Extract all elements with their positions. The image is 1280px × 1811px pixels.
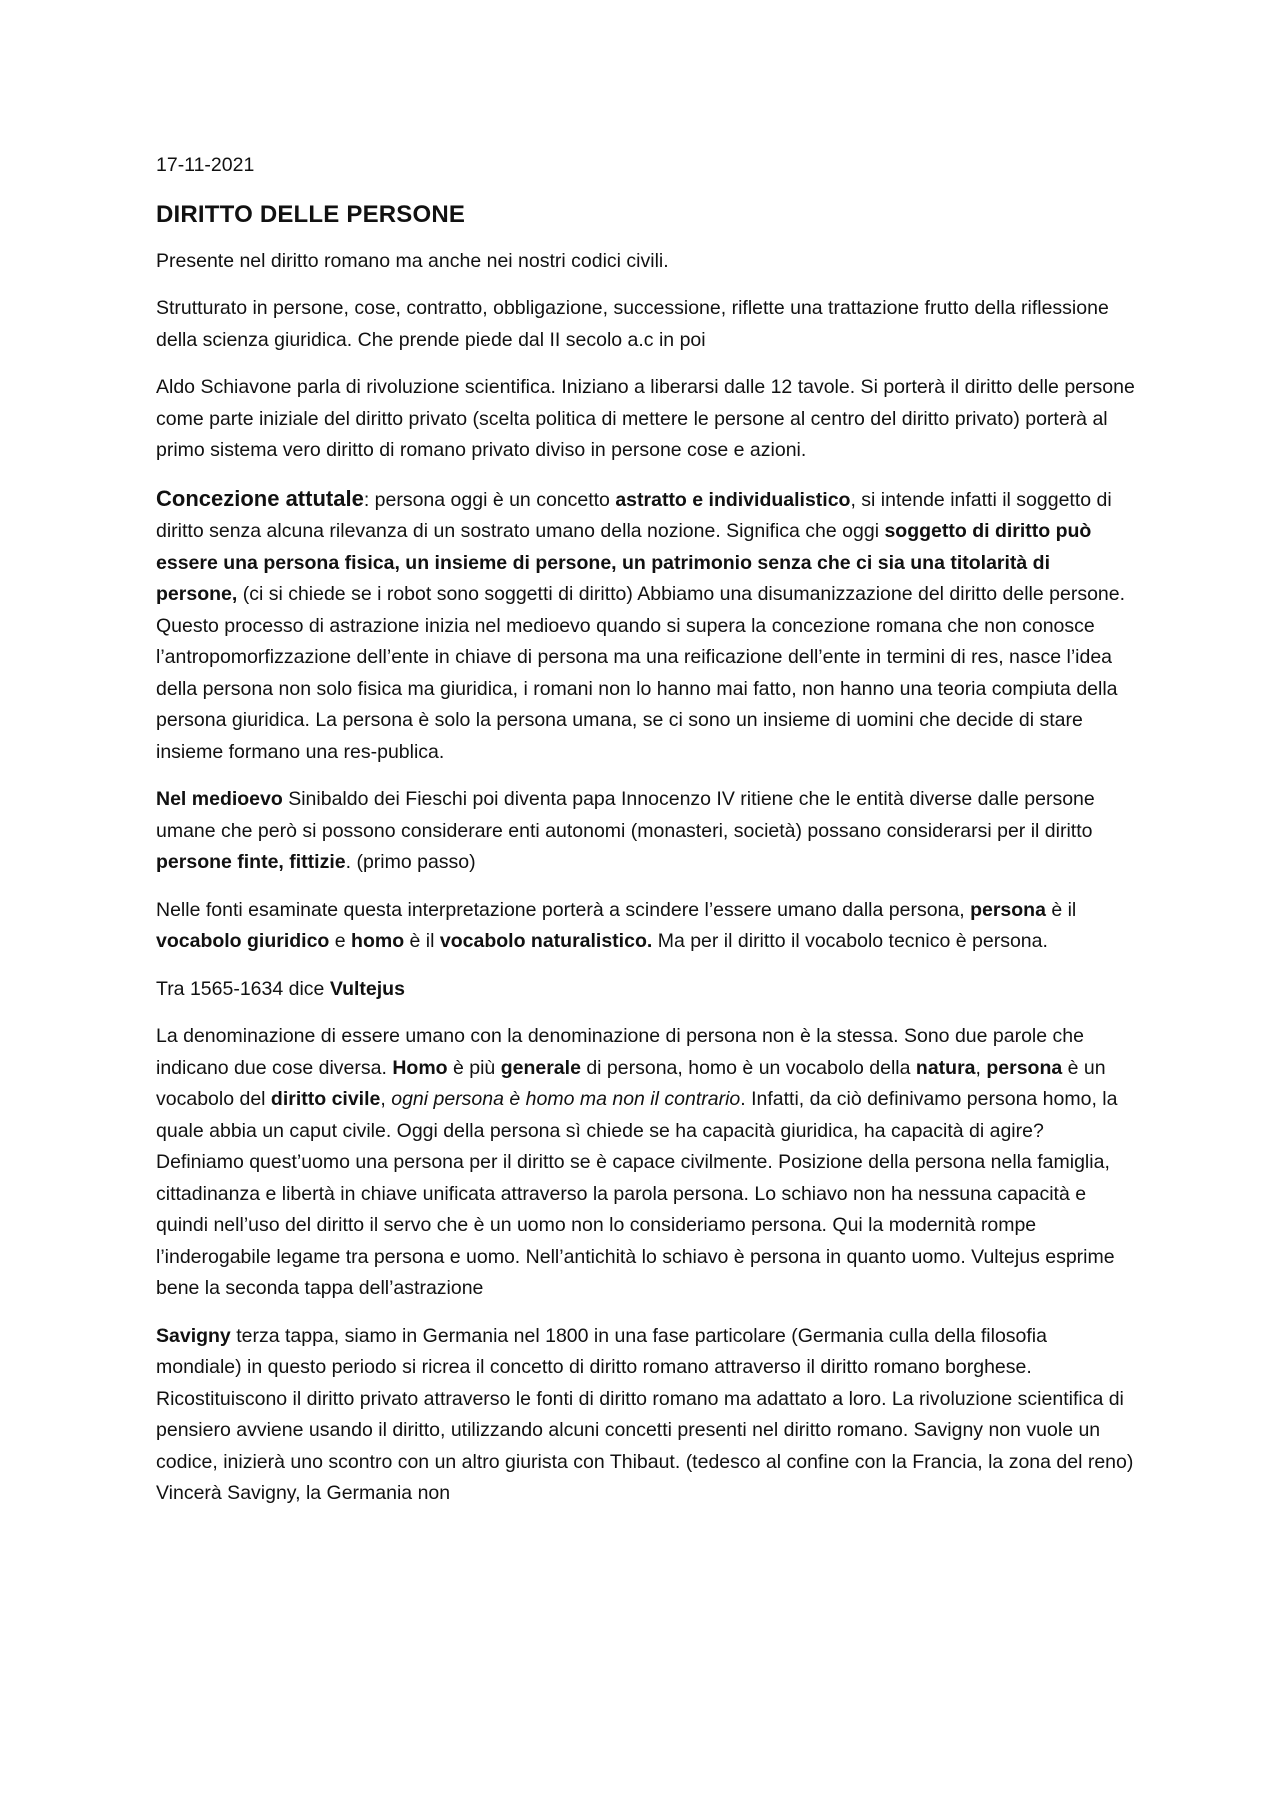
paragraph bbox=[156, 974, 1136, 1006]
text-run: (ci si chiede se i robot sono soggetti di diritto) Abbiamo una disumanizzazione del diritto delle persone. Questo processo di astrazione inizia nel medioevo quando si supera la concezione romana che non conosce l’antropomorfizzazione dell’ente in chiave di persona ma una reificazione dell’ente in termini di res, nasce l’idea della persona non solo fisica ma giuridica, i romani non lo hanno mai fatto, non hanno una teoria compiuta della persona giuridica. La persona è solo la persona umana, se ci sono un insieme di uomini che decide di stare insieme formano una res-publica. bbox=[156, 583, 1126, 763]
text-run: , si intende infatti il soggetto di diritto senza alcuna rilevanza di un sostrato umano della nozione. Significa che oggi bbox=[156, 488, 1112, 542]
text-run: diritto civile bbox=[270, 1088, 381, 1110]
text-run: Sinibaldo dei Fieschi poi diventa papa Innocenzo IV ritiene che le entità diverse dalle persone umane che però si possono considerare enti autonomi (monasteri, società) possano considerarsi per il diritto bbox=[156, 788, 1095, 842]
text-run: . (primo passo) bbox=[345, 851, 476, 873]
document-page bbox=[156, 150, 1136, 1526]
text-run: terza tappa, siamo in Germania nel 1800 in una fase particolare (Germania culla della filosofia mondiale) in questo periodo si ricrea il concetto di diritto romano attraverso il diritto romano borghese. Ricostituiscono il diritto privato attraverso le fonti di diritto romano ma adattato a loro. La rivoluzione scientifica di pensiero avviene usando il diritto, utilizzando alcuni concetti presenti nel diritto romano. Savigny non vuole un codice, inizierà uno scontro con un altro giurista con Thibaut. (tedesco al confine con la Francia, la zona del reno) Vincerà Savigny, la Germania non bbox=[156, 1324, 1134, 1504]
text-run: generale bbox=[500, 1056, 581, 1079]
text-run: è più bbox=[447, 1056, 501, 1079]
text-run: Tra 1565-1634 dice bbox=[156, 977, 330, 1000]
text-run: Nelle fonti esaminate questa interpretazione porterà a scindere l’essere umano dalla persona, bbox=[156, 898, 971, 921]
text-run: La denominazione di essere umano con la denominazione di persona non è la stessa. Sono due parole che indicano due cose diversa. bbox=[156, 1025, 1084, 1079]
text-run: natura bbox=[915, 1056, 976, 1079]
document-title: DIRITTO DELLE PERSONE bbox=[156, 200, 466, 228]
text-run: homo bbox=[351, 930, 405, 952]
text-run: Presente nel diritto romano ma anche nei nostri codici civili. bbox=[156, 249, 669, 272]
text-run: ogni persona è homo ma non il contrario bbox=[391, 1088, 741, 1110]
paragraph bbox=[156, 1021, 1136, 1305]
text-run: e bbox=[329, 930, 352, 952]
text-run: è il bbox=[1045, 898, 1077, 921]
text-run: Vultejus bbox=[329, 977, 405, 1000]
text-run: , bbox=[380, 1088, 392, 1110]
text-run: soggetto di diritto può essere una persona fisica, un insieme di persone, un patrimonio senza che ci sia una titolarità di persone, bbox=[156, 520, 1092, 605]
paragraph bbox=[156, 784, 1136, 879]
text-run: Aldo Schiavone parla di rivoluzione scientifica. Iniziano a liberarsi dalle 12 tavole. Si porterà il diritto delle persone come parte iniziale del diritto privato (scelta politica di mettere le persone al centro del diritto privato) porterà al primo sistema vero diritto di romano privato diviso in persone cose e azioni. bbox=[156, 376, 1135, 461]
text-run: Homo bbox=[392, 1056, 448, 1079]
paragraph bbox=[156, 246, 1136, 278]
paragraph bbox=[156, 895, 1136, 958]
text-run: Ma per il diritto il vocabolo tecnico è persona. bbox=[652, 930, 1048, 952]
text-run: persona bbox=[986, 1056, 1063, 1079]
text-run: persona bbox=[970, 898, 1046, 921]
paragraph bbox=[156, 1321, 1136, 1510]
text-run: Nel medioevo bbox=[156, 788, 283, 810]
paragraph bbox=[156, 483, 1136, 769]
document-date: 17-11-2021 bbox=[156, 154, 255, 176]
text-run: vocabolo naturalistico. bbox=[439, 930, 653, 952]
text-run: : persona oggi è un concetto bbox=[363, 488, 616, 511]
text-run: , bbox=[975, 1056, 987, 1079]
text-run: . Infatti, da ciò definivamo persona homo, la quale abbia un caput civile. Oggi della persona sì chiede se ha capacità giuridica, ha capacità di agire? Definiamo quest’uomo una persona per il diritto se è capace civilmente. Posizione della persona nella famiglia, cittadinanza e libertà in chiave unificata attraverso la parola persona. Lo schiavo non ha nessuna capacità e quindi nell’uso del diritto il servo che è un uomo non lo consideriamo persona. Qui la modernità rompe l’inderogabile legame tra persona e uomo. Nell’antichità lo schiavo è persona in quanto uomo. Vultejus esprime bene la seconda tappa dell’astrazione bbox=[156, 1088, 1118, 1299]
text-run: vocabolo giuridico bbox=[156, 930, 330, 952]
paragraph bbox=[156, 372, 1136, 467]
text-run: Concezione attutale bbox=[156, 485, 364, 511]
paragraph bbox=[156, 293, 1136, 356]
text-run: di persona, homo è un vocabolo della bbox=[580, 1056, 916, 1079]
text-run: Strutturato in persone, cose, contratto, obbligazione, successione, riflette una trattazione frutto della riflessione della scienza giuridica. Che prende piede dal II secolo a.c in poi bbox=[156, 297, 1109, 351]
document-body bbox=[156, 246, 1136, 1510]
text-run: è un vocabolo del bbox=[156, 1056, 1106, 1110]
text-run: Savigny bbox=[156, 1324, 231, 1347]
text-run: astratto e individualistico bbox=[615, 488, 851, 511]
text-run: persone finte, fittizie bbox=[156, 851, 346, 873]
text-run: è il bbox=[404, 930, 440, 952]
